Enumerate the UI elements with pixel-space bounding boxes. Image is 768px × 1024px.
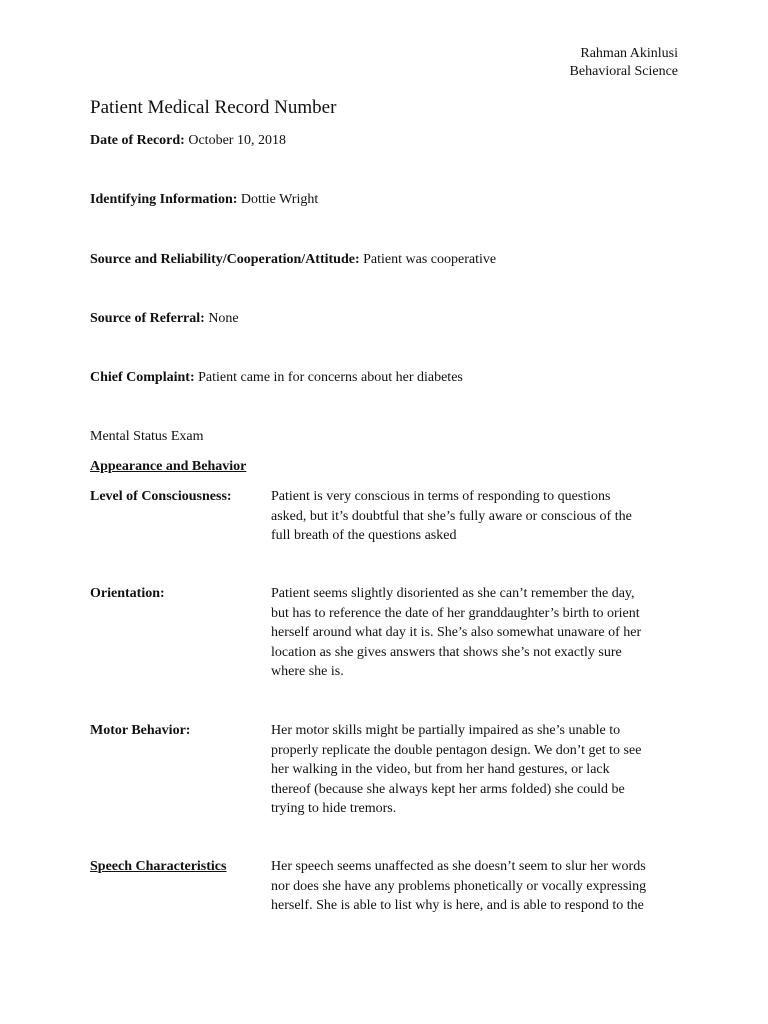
consciousness-line: asked, but it’s doubtful that she’s fully aware or conscious of the bbox=[271, 508, 632, 524]
motor-behavior-text bbox=[271, 721, 681, 819]
motor-behavior-line: thereof (because she always kept her arms folded) she could be bbox=[271, 781, 625, 797]
appearance-behavior-heading: Appearance and Behavior bbox=[90, 459, 247, 474]
source-reliability-value: Patient was cooperative bbox=[363, 252, 497, 267]
date-of-record-value: October 10, 2018 bbox=[188, 133, 286, 148]
document-header bbox=[570, 45, 678, 81]
page-title: Patient Medical Record Number bbox=[90, 97, 337, 118]
course-name: Behavioral Science bbox=[569, 64, 678, 79]
orientation-line: herself around what day it is. She’s also somewhat unaware of her bbox=[271, 625, 642, 640]
orientation-label: Orientation: bbox=[90, 586, 165, 601]
motor-behavior-line: trying to hide tremors. bbox=[271, 801, 397, 816]
motor-behavior-line: properly replicate the double pentagon design. We don’t get to see bbox=[271, 742, 642, 758]
orientation-line: but has to reference the date of her granddaughter’s birth to orient bbox=[271, 605, 640, 621]
motor-behavior-line: her walking in the video, but from her hand gestures, or lack bbox=[271, 762, 610, 777]
orientation-line: location as she gives answers that shows she’s not exactly sure bbox=[271, 644, 622, 660]
speech-line: nor does she have any problems phonetically or vocally expressing bbox=[271, 878, 647, 894]
identifying-information-label: Identifying Information: bbox=[90, 192, 238, 207]
identifying-information-value: Dottie Wright bbox=[240, 192, 319, 207]
identifying-information bbox=[90, 191, 318, 209]
consciousness-line: full breath of the questions asked bbox=[271, 528, 457, 543]
consciousness-line: Patient is very conscious in terms of responding to questions bbox=[271, 489, 611, 504]
chief-complaint-value: Patient came in for concerns about her diabetes bbox=[198, 370, 463, 385]
motor-behavior-line: Her motor skills might be partially impaired as she’s unable to bbox=[271, 723, 621, 738]
source-reliability-label: Source and Reliability/Cooperation/Attitude: bbox=[90, 252, 360, 267]
speech-line: Her speech seems unaffected as she doesn’t seem to slur her words bbox=[271, 859, 646, 874]
source-reliability bbox=[90, 251, 496, 269]
speech-characteristics-label: Speech Characteristics bbox=[90, 859, 227, 874]
orientation-line: Patient seems slightly disoriented as she can’t remember the day, bbox=[271, 586, 635, 601]
chief-complaint-label: Chief Complaint: bbox=[90, 370, 195, 385]
source-of-referral-label: Source of Referral: bbox=[90, 311, 205, 326]
chief-complaint bbox=[90, 369, 463, 387]
speech-characteristics-text bbox=[271, 857, 681, 916]
mental-status-exam-heading: Mental Status Exam bbox=[90, 429, 204, 444]
consciousness-label: Level of Consciousness: bbox=[90, 489, 232, 504]
orientation-line: where she is. bbox=[271, 664, 344, 679]
author-name: Rahman Akinlusi bbox=[580, 46, 678, 61]
motor-behavior-label: Motor Behavior: bbox=[90, 723, 191, 738]
speech-line: herself. She is able to list why is here, and is able to respond to the bbox=[271, 898, 644, 913]
orientation-text bbox=[271, 584, 681, 682]
consciousness-text bbox=[271, 487, 681, 546]
source-of-referral bbox=[90, 310, 239, 328]
date-of-record bbox=[90, 132, 286, 150]
source-of-referral-value: None bbox=[208, 311, 239, 326]
date-of-record-label: Date of Record: bbox=[90, 133, 185, 148]
